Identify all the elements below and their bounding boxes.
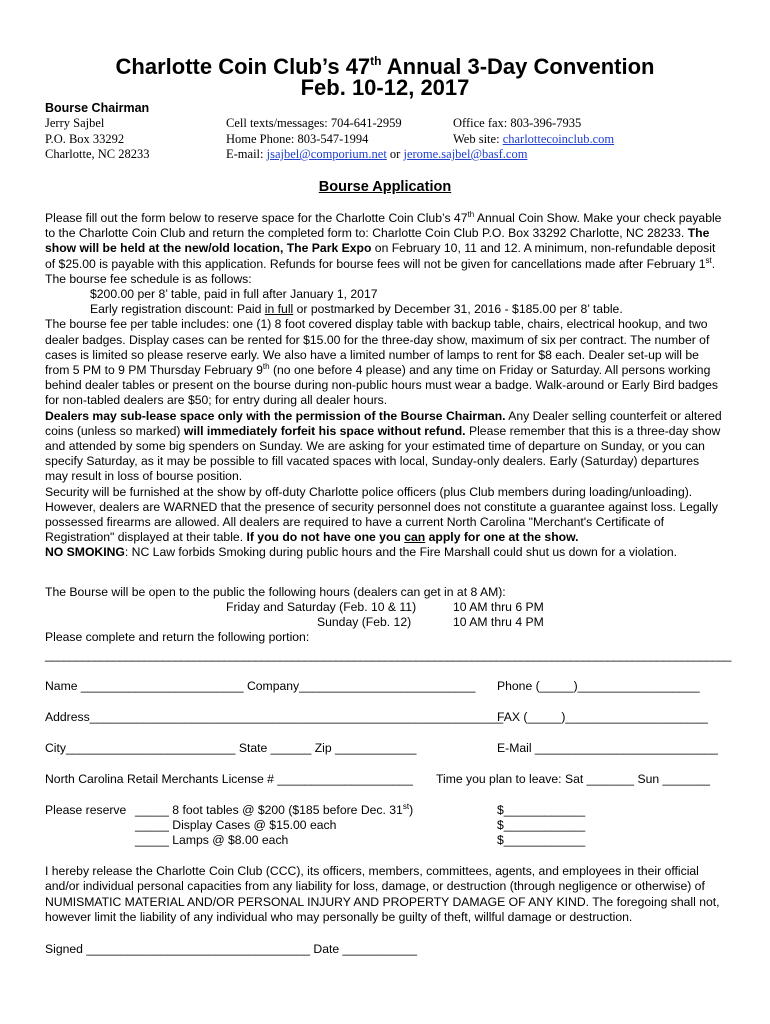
city-state-zip-field[interactable]: City_________________________ State ______ Zip ____________ bbox=[45, 741, 417, 755]
chairman-address bbox=[45, 116, 150, 163]
cases-amount-field[interactable]: $____________ bbox=[497, 818, 586, 832]
office-fax: Office fax: 803-396-7935 bbox=[453, 116, 582, 130]
chairman-city: Charlotte, NC 28233 bbox=[45, 147, 150, 161]
phone-field[interactable]: Phone (_____)__________________ bbox=[497, 679, 700, 693]
fri-sat-label: Friday and Saturday (Feb. 10 & 11) bbox=[226, 600, 417, 614]
name-company-field[interactable]: Name ________________________ Company__________________________ bbox=[45, 679, 476, 693]
bourse-chairman-label: Bourse Chairman bbox=[45, 101, 150, 115]
address-field[interactable]: Address_____________________________________________________________ bbox=[45, 710, 504, 724]
intro-paragraph: Please fill out the form below to reserve space for the Charlotte Coin Club’s 47th Annual Coin Show. Make your check payable to the Charlotte Coin Club and return the completed form to: Charlotte Coin Club P.O. Box 33292 Charlotte, NC 28233. The show will be held at the new/old location, The Park Expo on February 10, 11 and 12. A minimum, non-refundable deposit of $25.00 is payable with this application. Refunds for bourse fees will not be given for cancellations made after February 1st. The bourse fee schedule is as follows: bbox=[45, 210, 722, 286]
departure-time-field[interactable]: Time you plan to leave: Sat _______ Sun _______ bbox=[436, 772, 710, 786]
application-body bbox=[45, 211, 725, 561]
cut-line-divider: _______________________________________________________________________________________________________________ bbox=[45, 648, 731, 662]
lamps-amount-field[interactable]: $____________ bbox=[497, 833, 586, 847]
website-line: Web site: charlottecoinclub.com bbox=[453, 131, 615, 146]
office-contact bbox=[453, 116, 614, 147]
table-fee-paragraph: The bourse fee per table includes: one (1) 8 foot covered display table with backup table, chairs, electrical hookup, and two dealer badges. Display cases can be rented for $15.00 for the three-day show, maximum of six per contract. The number of cases is limited so please reserve early. We also have a limited number of lamps to rent for $8 each. Dealer set-up will be from 5 PM to 9 PM Thursday February 9th (no one before 4 please) and any time on Friday or Saturday. All persons working behind dealer tables or present on the bourse during non-public hours must wear a badge. Walk-around or Early Bird badges for non-tabled dealers are $50; for entry during all dealer hours. bbox=[45, 317, 718, 408]
license-field[interactable]: North Carolina Retail Merchants License # ____________________ bbox=[45, 772, 413, 786]
home-phone: Home Phone: 803-547-1994 bbox=[226, 131, 369, 146]
fee-regular: $200.00 per 8’ table, paid in full after January 1, 2017 bbox=[90, 287, 378, 302]
convention-title: Charlotte Coin Club’s 47th Annual 3-Day Convention bbox=[115, 54, 655, 79]
public-hours-intro: The Bourse will be open to the public the following hours (dealers can get in at 8 AM): bbox=[45, 585, 506, 599]
email-link-1[interactable]: jsajbel@comporium.net bbox=[266, 147, 387, 161]
chairman-po-box: P.O. Box 33292 bbox=[45, 131, 125, 146]
fri-sat-hours: 10 AM thru 6 PM bbox=[453, 600, 544, 614]
no-smoking-paragraph: NO SMOKING: NC Law forbids Smoking during public hours and the Fire Marshall could shut us down for a violation. bbox=[45, 545, 678, 560]
sunday-hours: 10 AM thru 4 PM bbox=[453, 615, 544, 629]
chairman-name: Jerry Sajbel bbox=[45, 116, 105, 130]
fax-field[interactable]: FAX (_____)_____________________ bbox=[497, 710, 708, 724]
cell-phone: Cell texts/messages: 704-641-2959 bbox=[226, 116, 402, 130]
sublease-paragraph: Dealers may sub-lease space only with the permission of the Bourse Chairman. Any Dealer selling counterfeit or altered coins (unless so marked) will immediately forfeit his space without refund. Please remember that this is a three-day show and attended by some big spenders on Sunday. We are asking for your estimated time of departure on Sunday, or you can specify Saturday, as it may be possible to fill vacated spaces with local, Sunday-only dealers. Early (Saturday) departures may result in loss of bourse position. bbox=[45, 408, 722, 484]
email-link-2[interactable]: jerome.sajbel@basf.com bbox=[403, 147, 528, 161]
convention-dates: Feb. 10-12, 2017 bbox=[300, 75, 470, 100]
bourse-application-heading: Bourse Application bbox=[318, 179, 452, 195]
tables-amount-field[interactable]: $____________ bbox=[497, 803, 586, 817]
email-field[interactable]: E-Mail ___________________________ bbox=[497, 741, 718, 755]
email-line: E-mail: jsajbel@comporium.net or jerome.sajbel@basf.com bbox=[226, 147, 528, 161]
security-paragraph: Security will be furnished at the show by off-duty Charlotte police officers (plus Club members during loading/unloading). However, dealers are WARNED that the presence of security personnel does not constitute a guarantee against loss. Legally possessed firearms are allowed. All dealers are required to have a current North Carolina "Merchant's Certificate of Registration" displayed at their table. If you do not have one you can apply for one at the show. bbox=[45, 484, 718, 545]
signature-date-field[interactable]: Signed _________________________________ Date ___________ bbox=[45, 942, 418, 956]
lamps-quantity-field[interactable]: _____ Lamps @ $8.00 each bbox=[135, 833, 289, 847]
liability-release-text: I hereby release the Charlotte Coin Club (CCC), its officers, members, committees, agents, and employees in their official and/or individual personal capacities from any liability for loss, damage, or destruction (through negligence or otherwise) of NUMISMATIC MATERIAL AND/OR PERSONAL INJURY AND PROPERTY DAMAGE OF ANY KIND. The foregoing shall not, however limit the liability of any individual who may personally be guilty of theft, willful damage or destruction. bbox=[45, 864, 720, 925]
please-reserve-label: Please reserve bbox=[45, 803, 127, 817]
return-instruction: Please complete and return the following portion: bbox=[45, 630, 310, 644]
fee-early: Early registration discount: Paid in full or postmarked by December 31, 2016 - $185.00 per 8’ table. bbox=[90, 302, 623, 317]
website-link[interactable]: charlottecoinclub.com bbox=[502, 131, 615, 146]
tables-quantity-field[interactable]: _____ 8 foot tables @ $200 ($185 before Dec. 31st) bbox=[135, 802, 414, 817]
cases-quantity-field[interactable]: _____ Display Cases @ $15.00 each bbox=[135, 818, 337, 832]
sunday-label: Sunday (Feb. 12) bbox=[317, 615, 412, 629]
